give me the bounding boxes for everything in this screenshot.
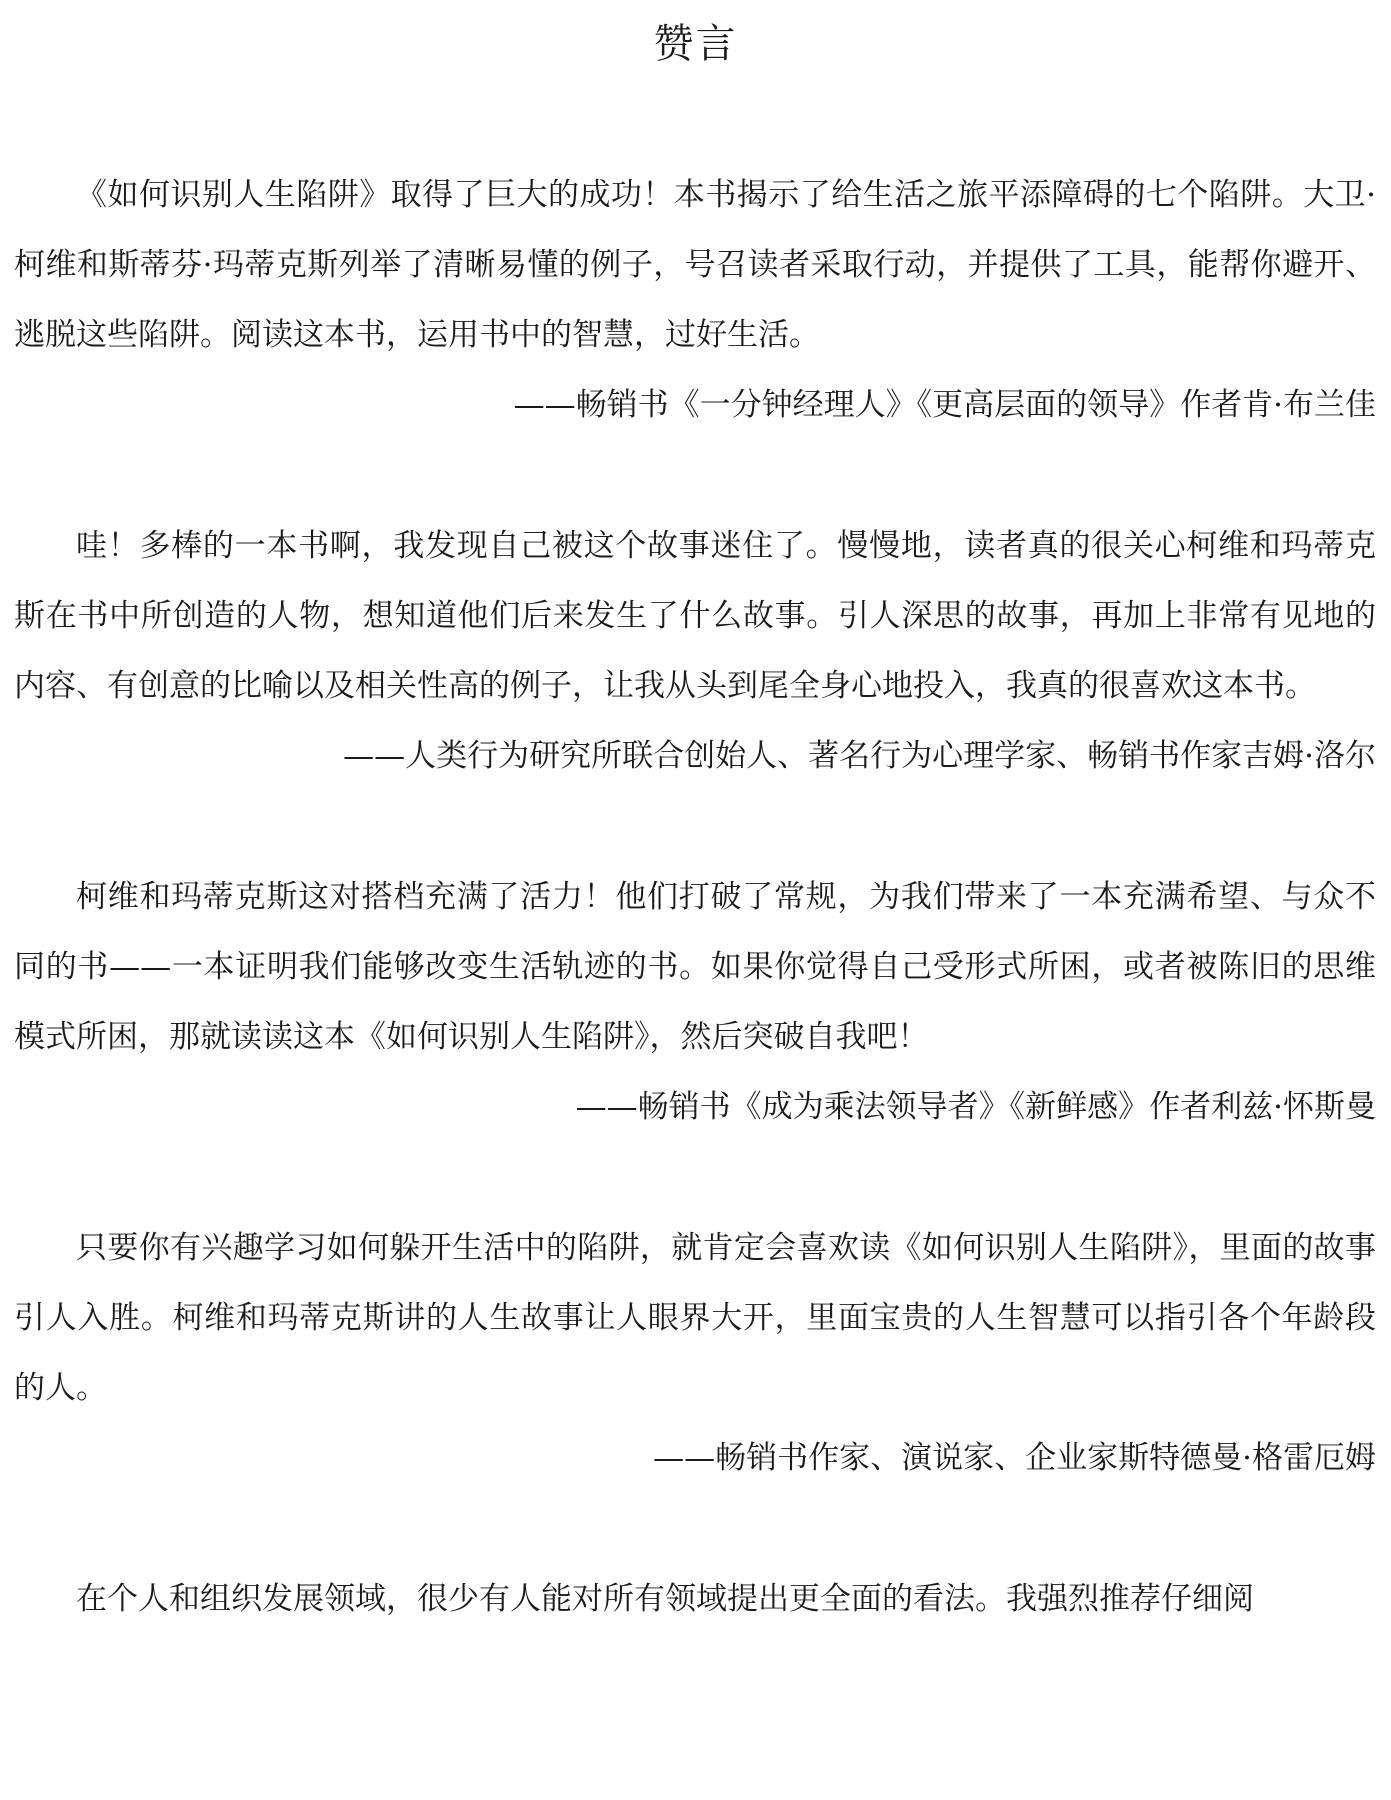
endorsement-attribution: ——畅销书《一分钟经理人》《更高层面的领导》作者肯·布兰佳 xyxy=(513,387,1376,423)
paragraph-gap xyxy=(14,440,1376,511)
endorsements-list xyxy=(14,160,1376,1634)
endorsement-text: 只要你有兴趣学习如何躲开生活中的陷阱，就肯定会喜欢读《如何识别人生陷阱》，里面的故事引人入胜。柯维和玛蒂克斯讲的人生故事让人眼界大开，里面宝贵的人生智慧可以指引各个年龄段的人。 xyxy=(14,1230,1376,1406)
endorsement-text: 在个人和组织发展领域，很少有人能对所有领域提出更全面的看法。我强烈推荐仔细阅 xyxy=(76,1581,1254,1617)
endorsement-text: 哇！多棒的一本书啊，我发现自己被这个故事迷住了。慢慢地，读者真的很关心柯维和玛蒂克斯在书中所创造的人物，想知道他们后来发生了什么故事。引人深思的故事，再加上非常有见地的内容、有创意的比喻以及相关性高的例子，让我从头到尾全身心地投入，我真的很喜欢这本书。 xyxy=(14,528,1376,704)
paragraph-gap xyxy=(14,1493,1376,1564)
endorsement-attribution: ——畅销书作家、演说家、企业家斯特德曼·格雷厄姆 xyxy=(653,1440,1376,1476)
endorsement-item xyxy=(14,1213,1376,1493)
endorsement-item xyxy=(14,1564,1376,1634)
page-title: 赞言 xyxy=(653,21,738,67)
endorsement-attribution: ——人类行为研究所联合创始人、著名行为心理学家、畅销书作家吉姆·洛尔 xyxy=(343,738,1376,774)
paragraph-gap xyxy=(14,1142,1376,1213)
endorsement-item xyxy=(14,160,1376,440)
endorsement-attribution: ——畅销书《成为乘法领导者》《新鲜感》作者利兹·怀斯曼 xyxy=(575,1089,1376,1125)
endorsement-text: 柯维和玛蒂克斯这对搭档充满了活力！他们打破了常规，为我们带来了一本充满希望、与众不同的书——一本证明我们能够改变生活轨迹的书。如果你觉得自己受形式所困，或者被陈旧的思维模式所困，那就读读这本《如何识别人生陷阱》，然后突破自我吧！ xyxy=(14,879,1376,1055)
paragraph-gap xyxy=(14,791,1376,862)
endorsement-item xyxy=(14,511,1376,791)
endorsement-item xyxy=(14,862,1376,1142)
endorsement-text: 《如何识别人生陷阱》取得了巨大的成功！本书揭示了给生活之旅平添障碍的七个陷阱。大卫·柯维和斯蒂芬·玛蒂克斯列举了清晰易懂的例子，号召读者采取行动，并提供了工具，能帮你避开、逃脱这些陷阱。阅读这本书，运用书中的智慧，过好生活。 xyxy=(14,177,1376,353)
